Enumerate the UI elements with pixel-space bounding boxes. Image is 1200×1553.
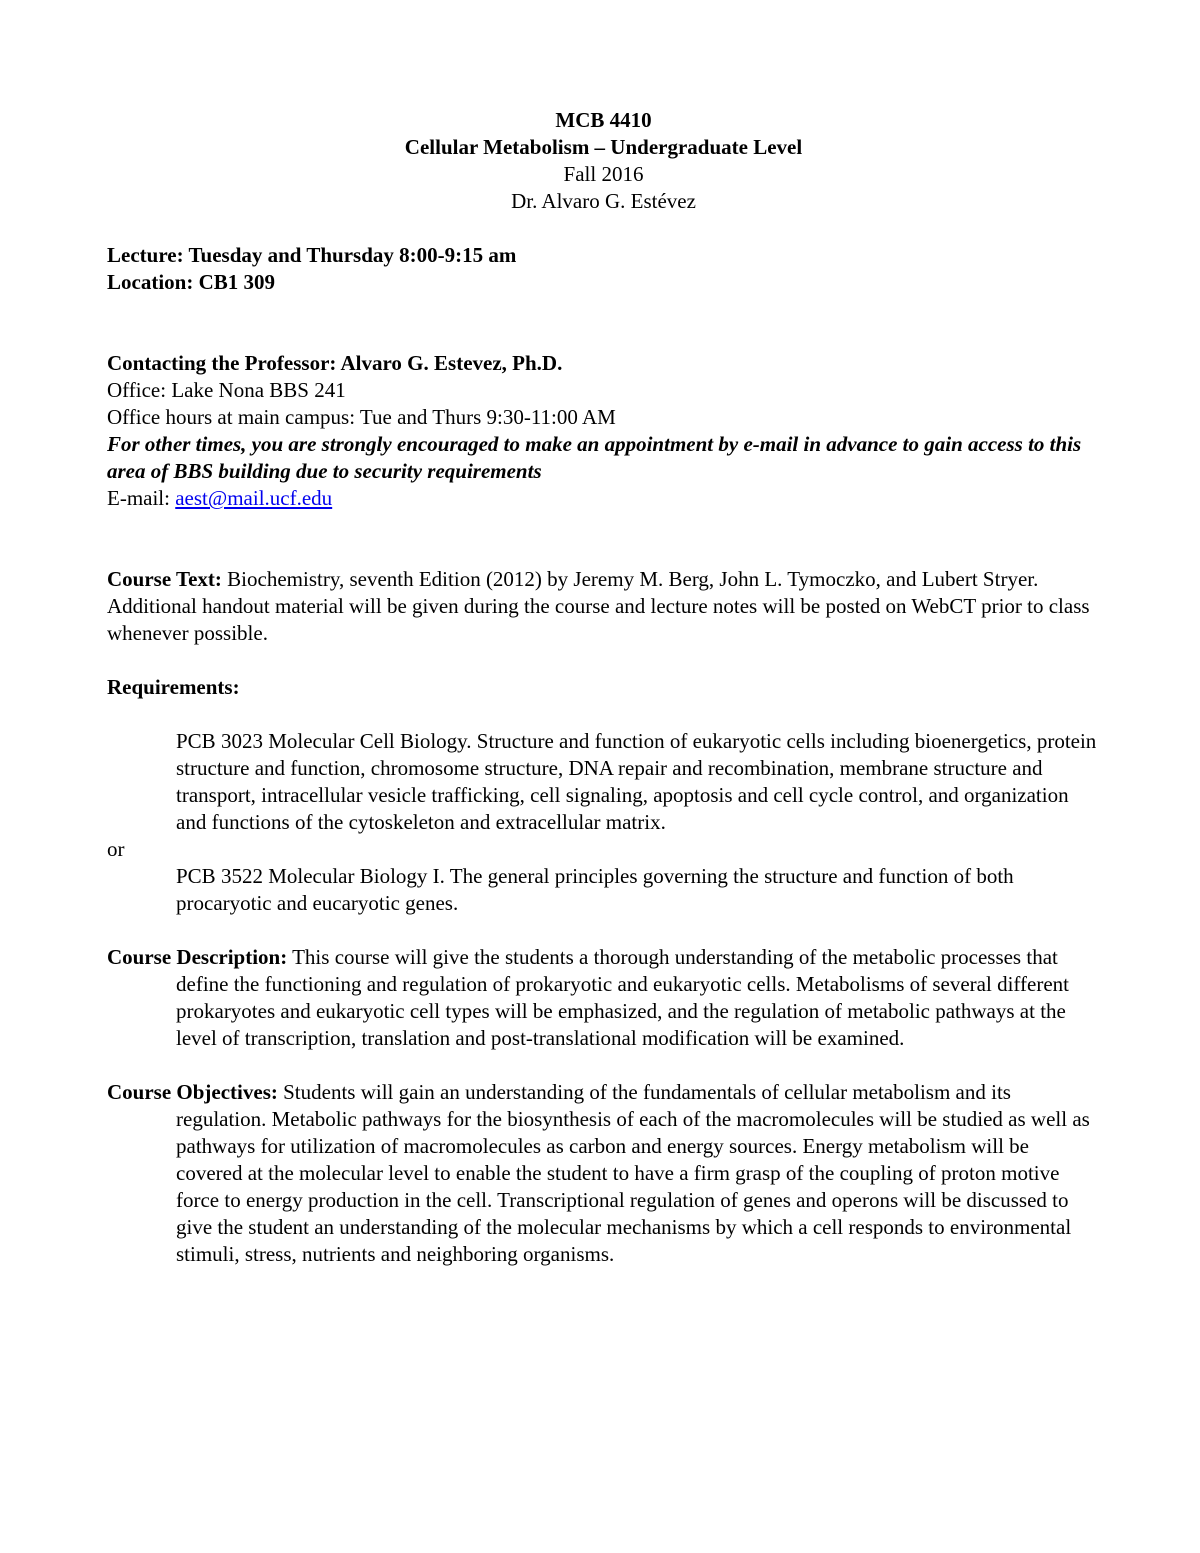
- description-label: Course Description:: [107, 945, 288, 969]
- lecture-time: Lecture: Tuesday and Thursday 8:00-9:15 am: [107, 243, 517, 267]
- term: Fall 2016: [563, 162, 644, 186]
- contact-section: [107, 350, 1100, 512]
- email-label: E-mail:: [107, 486, 176, 510]
- instructor: Dr. Alvaro G. Estévez: [511, 189, 696, 213]
- course-description: [107, 944, 1100, 1052]
- requirement-option-1: PCB 3023 Molecular Cell Biology. Structure and function of eukaryotic cells including bioenergetics, protein structure and function, chromosome structure, DNA repair and recombination, membrane structure and transport, intracellular vesicle trafficking, cell signaling, apoptosis and cell cycle control, and organization and functions of the cytoskeleton and extracellular matrix.: [176, 729, 1097, 834]
- course-text-body: Biochemistry, seventh Edition (2012) by Jeremy M. Berg, John L. Tymoczko, and Lubert Stryer. Additional handout material will be given during the course and lecture notes will be posted on WebCT prior to class whenever possible.: [107, 567, 1090, 645]
- office-hours: Office hours at main campus: Tue and Thurs 9:30-11:00 AM: [107, 405, 616, 429]
- lecture-location: Location: CB1 309: [107, 270, 275, 294]
- contact-heading: Contacting the Professor: Alvaro G. Estevez, Ph.D.: [107, 351, 563, 375]
- syllabus-header: [107, 107, 1100, 215]
- appointment-note: For other times, you are strongly encouraged to make an appointment by e-mail in advance to gain access to this area of BBS building due to security requirements: [107, 432, 1082, 483]
- requirement-or: or: [107, 837, 125, 861]
- course-text-label: Course Text:: [107, 567, 222, 591]
- course-code: MCB 4410: [555, 108, 652, 132]
- email-link[interactable]: aest@mail.ucf.edu: [175, 486, 333, 510]
- email-line: [107, 485, 1100, 512]
- objectives-body: Students will gain an understanding of the fundamentals of cellular metabolism and its regulation. Metabolic pathways for the biosynthesis of each of the macromolecules will be studied as well as pathways for utilization of macromolecules as carbon and energy sources. Energy metabolism will be covered at the molecular level to enable the student to have a firm grasp of the coupling of proton motive force to energy production in the cell. Transcriptional regulation of genes and operons will be discussed to give the student an understanding of the molecular mechanisms by which a cell responds to environmental stimuli, stress, nutrients and neighboring organisms.: [176, 1080, 1090, 1266]
- office-location: Office: Lake Nona BBS 241: [107, 378, 346, 402]
- course-text-section: [107, 566, 1100, 647]
- requirement-option-2: PCB 3522 Molecular Biology I. The general principles governing the structure and function of both procaryotic and eucaryotic genes.: [176, 864, 1014, 915]
- course-objectives: [107, 1079, 1100, 1268]
- description-body: This course will give the students a thorough understanding of the metabolic processes that define the functioning and regulation of prokaryotic and eukaryotic cells. Metabolisms of several different prokaryotes and eukaryotic cell types will be emphasized, and the regulation of metabolic pathways at the level of transcription, translation and post-translational modification will be examined.: [176, 945, 1069, 1050]
- objectives-label: Course Objectives:: [107, 1080, 278, 1104]
- course-title: Cellular Metabolism – Undergraduate Level: [404, 135, 803, 159]
- schedule-section: [107, 242, 1100, 296]
- requirements-heading: Requirements:: [107, 675, 240, 699]
